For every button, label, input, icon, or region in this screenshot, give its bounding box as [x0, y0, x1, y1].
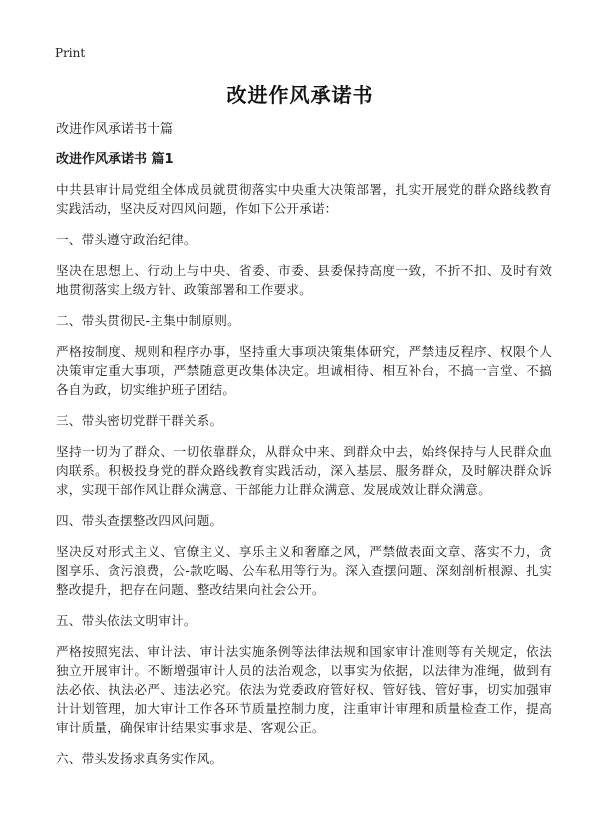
section-body-1: 坚决在思想上、行动上与中央、省委、市委、县委保持高度一致，不折不扣、及时有效地贯彻落实上级方针、政策部署和工作要求。 [56, 263, 552, 297]
intro-paragraph: 中共县审计局党组全体成员就贯彻落实中央重大决策部署，扎实开展党的群众路线教育实践活动，坚决反对四风问题，作如下公开承诺： [56, 182, 552, 216]
section-body-3: 坚持一切为了群众、一切依靠群众，从群众中来、到群众中去，始终保持与人民群众血肉联系。积极投身党的群众路线教育实践活动，深入基层、服务群众，及时解决群众诉求，实现干部作风让群众满意、干部能力让群众满意、发展成效让群众满意。 [56, 444, 552, 497]
section-body-2: 严格按制度、规则和程序办事，坚持重大事项决策集体研究，严禁违反程序、权限个人决策审定重大事项，严禁随意更改集体决定。坦诚相待、相互补台，不搞一言堂、不搞各自为政，切实维护班子团结。 [56, 344, 552, 397]
section-heading-6: 六、带头发扬求真务实作风。 [56, 751, 223, 766]
section-heading-3: 三、带头密切党群干群关系。 [56, 413, 223, 428]
section-body-4: 坚决反对形式主义、官僚主义、享乐主义和奢靡之风，严禁做表面文章、落实不力，贪图享乐、贪污浪费，公-款吃喝、公车私用等行为。深入查摆问题、深刻剖析根源、扎实整改提升，把存在问题、整改结果向社会公开。 [56, 544, 552, 597]
section-heading-1: 一、带头遵守政治纪律。 [56, 232, 197, 247]
section-heading-2: 二、带头贯彻民-主集中制原则。 [56, 313, 240, 328]
document-subtitle: 改进作风承诺书十篇 [56, 122, 174, 137]
section-heading-4: 四、带头查摆整改四风问题。 [56, 513, 223, 528]
print-label: Print [55, 46, 86, 60]
section-heading-5: 五、带头依法文明审计。 [56, 613, 197, 628]
page-title: 改进作风承诺书 [226, 83, 374, 107]
section-body-5: 严格按照宪法、审计法、审计法实施条例等法律法规和国家审计准则等有关规定，依法独立开展审计。不断增强审计人员的法治观念，以事实为依据，以法律为准绳，做到有法必依、执法必严、违法必究。依法为党委政府管好权、管好钱、管好事，切实加强审计计划管理，加大审计工作各环节质量控制力度，注重审计审理和质量检查工作，提高审计质量，确保审计结果实事求是、客观公正。 [56, 644, 552, 735]
document-body [56, 120, 552, 780]
article-title: 改进作风承诺书 篇1 [56, 152, 174, 167]
